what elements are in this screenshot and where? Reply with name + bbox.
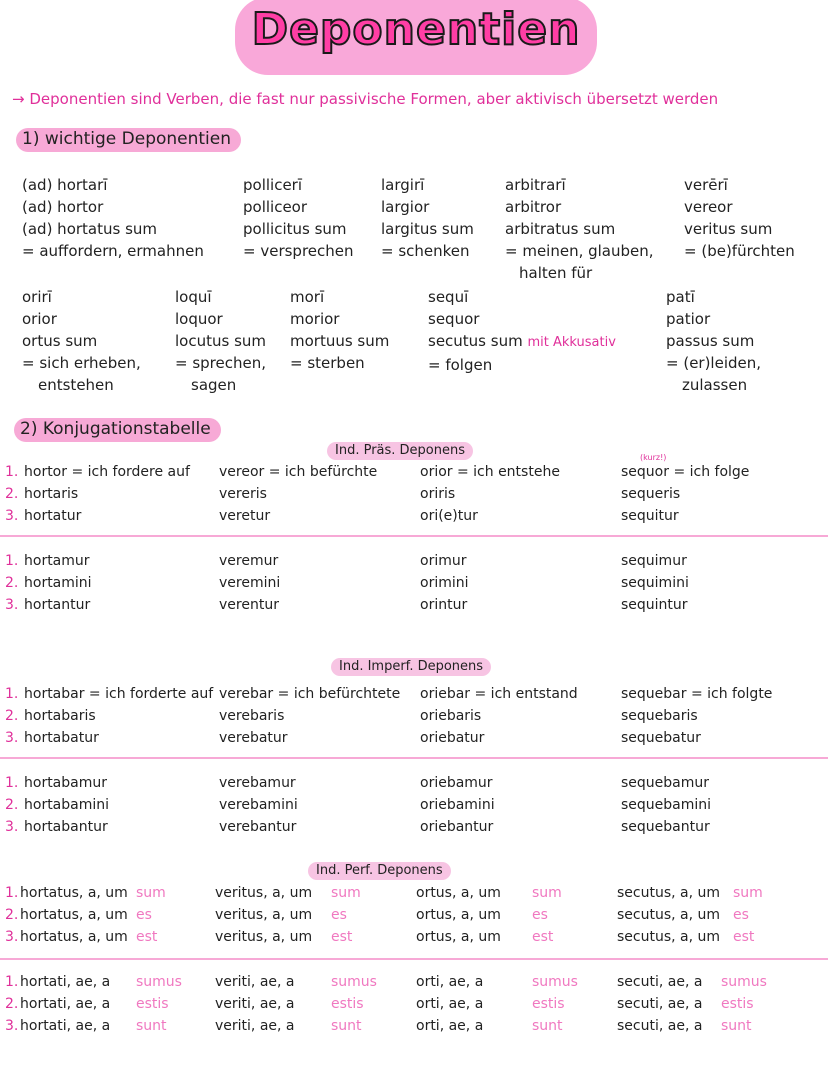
verb-entry [175, 286, 266, 396]
perf-form-orior: orti, ae, a [416, 1018, 484, 1034]
verb-entry [22, 174, 204, 262]
perf-aux: sunt [532, 1018, 563, 1034]
perf-form-sequor: secuti, ae, a [617, 1018, 703, 1034]
verb-form-l4: = (er)leiden, [666, 354, 762, 372]
person-number: 3. [5, 508, 19, 524]
verb-form-l4: = sprechen, [175, 354, 266, 372]
perf-form-vereor: veriti, ae, a [215, 1018, 295, 1034]
person-number: 1. [5, 974, 19, 990]
conj-form-sequor: sequebamur [621, 775, 710, 791]
perf-aux: sum [136, 885, 166, 901]
conj-form-orior: orimini [420, 575, 469, 591]
verb-form-l4: = sterben [290, 354, 365, 372]
conj-form-sequor: sequintur [621, 597, 688, 613]
conj-form-orior: oriebaris [420, 708, 482, 724]
conj-form-hortor: hortabamini [24, 797, 110, 813]
conj-form-sequor: sequimur [621, 553, 687, 569]
person-number: 3. [5, 730, 19, 746]
verb-form-l1: sequī [428, 288, 469, 306]
conj-form-orior: oriebamini [420, 797, 495, 813]
kurz-note: (kurz!) [640, 453, 667, 462]
conj-form-vereor: veremur [219, 553, 279, 569]
verb-form-l5: zulassen [682, 376, 748, 394]
perf-form-hortor: hortati, ae, a [20, 996, 111, 1012]
verb-form-l1: patī [666, 288, 695, 306]
perf-aux: es [331, 907, 347, 923]
verb-entry [22, 286, 141, 396]
verb-form-l4: = auffordern, ermahnen [22, 242, 204, 260]
conj-form-hortor: hortantur [24, 597, 91, 613]
person-number: 1. [5, 775, 19, 791]
perf-aux: estis [136, 996, 169, 1012]
perf-form-orior: ortus, a, um [416, 929, 501, 945]
conj-form-orior: ori(e)tur [420, 508, 478, 524]
verb-form-l2: arbitror [505, 198, 562, 216]
conj-form-vereor: vereris [219, 486, 267, 502]
verb-form-l2: morior [290, 310, 340, 328]
verb-form-l1: pollicerī [243, 176, 303, 194]
perf-aux: est [136, 929, 158, 945]
intro-text: Deponentien sind Verben, die fast nur passivische Formen, aber aktivisch übersetzt werden [29, 90, 719, 108]
page-title: Deponentien [251, 4, 581, 55]
conj-form-vereor: verebamini [219, 797, 298, 813]
person-number: 1. [5, 885, 19, 901]
perf-aux: estis [721, 996, 754, 1012]
perf-aux: estis [331, 996, 364, 1012]
section-heading-2: 2) Konjugationstabelle [14, 418, 221, 442]
verb-form-l1: loquī [175, 288, 212, 306]
conj-form-hortor: hortabamur [24, 775, 107, 791]
person-number: 3. [5, 819, 19, 835]
divider [0, 757, 828, 759]
perf-aux: es [733, 907, 749, 923]
perf-form-sequor: secutus, a, um [617, 885, 721, 901]
perf-form-vereor: veriti, ae, a [215, 974, 295, 990]
verb-form-l4: = (be)fürchten [684, 242, 795, 260]
conj-form-hortor: hortatur [24, 508, 82, 524]
verb-form-l3: passus sum [666, 332, 755, 350]
perf-form-hortor: hortatus, a, um [20, 885, 128, 901]
perf-aux: sum [733, 885, 763, 901]
perf-aux: est [331, 929, 353, 945]
conj-form-sequor: sequebaris [621, 708, 698, 724]
perf-form-sequor: secuti, ae, a [617, 996, 703, 1012]
conj-form-vereor: verebaris [219, 708, 285, 724]
perfekt-header: Ind. Perf. Deponens [308, 862, 451, 880]
verb-entry [505, 174, 654, 284]
perf-aux: sum [532, 885, 562, 901]
verb-form-l2: largior [381, 198, 430, 216]
conj-form-vereor: veretur [219, 508, 271, 524]
person-number: 2. [5, 575, 19, 591]
person-number: 2. [5, 486, 19, 502]
intro-line [12, 90, 718, 108]
verb-form-l3 [428, 330, 616, 354]
verb-form-l3: veritus sum [684, 220, 773, 238]
conj-form-sequor: sequebamini [621, 797, 712, 813]
perf-form-vereor: veritus, a, um [215, 907, 313, 923]
person-number: 2. [5, 907, 19, 923]
verb-form-l5: sagen [191, 376, 237, 394]
verb-form-l3: largitus sum [381, 220, 474, 238]
verb-form-l2: (ad) hortor [22, 198, 104, 216]
conj-form-orior: orimur [420, 553, 467, 569]
conj-form-vereor: veremini [219, 575, 281, 591]
verb-form-l3: (ad) hortatus sum [22, 220, 158, 238]
perf-form-orior: ortus, a, um [416, 885, 501, 901]
conj-form-sequor: sequebar = ich folgte [621, 686, 773, 702]
perf-form-sequor: secutus, a, um [617, 907, 721, 923]
section-heading-1: 1) wichtige Deponentien [16, 128, 241, 152]
conj-form-orior: oriebar = ich entstand [420, 686, 578, 702]
conj-form-sequor: sequimini [621, 575, 689, 591]
verb-form-l5: entstehen [38, 376, 114, 394]
perf-form-orior: orti, ae, a [416, 974, 484, 990]
verb-form-l5: halten für [519, 264, 593, 282]
perf-aux: est [532, 929, 554, 945]
conj-form-hortor: hortabar = ich forderte auf [24, 686, 214, 702]
perf-form-hortor: hortatus, a, um [20, 907, 128, 923]
verb-form-l1: (ad) hortarī [22, 176, 108, 194]
imperfekt-header: Ind. Imperf. Deponens [331, 658, 491, 676]
verb-entry [381, 174, 474, 262]
perf-form-hortor: hortati, ae, a [20, 974, 111, 990]
perf-aux: es [136, 907, 152, 923]
conj-form-hortor: hortaris [24, 486, 79, 502]
person-number: 1. [5, 464, 19, 480]
conj-form-orior: oriebatur [420, 730, 485, 746]
conj-form-orior: oriris [420, 486, 456, 502]
conj-form-vereor: verebantur [219, 819, 297, 835]
verb-form-l1: arbitrarī [505, 176, 566, 194]
conj-form-hortor: hortabatur [24, 730, 99, 746]
verb-perfect: secutus sum [428, 332, 523, 350]
person-number: 2. [5, 708, 19, 724]
conj-form-hortor: hortamur [24, 553, 90, 569]
person-number: 3. [5, 929, 19, 945]
conj-form-sequor: sequebatur [621, 730, 701, 746]
verb-form-l4: = schenken [381, 242, 470, 260]
conj-form-vereor: verebamur [219, 775, 296, 791]
perf-form-sequor: secuti, ae, a [617, 974, 703, 990]
person-number: 3. [5, 1018, 19, 1034]
conj-form-hortor: hortabantur [24, 819, 108, 835]
verb-form-l3: mortuus sum [290, 332, 390, 350]
conj-form-orior: oriebantur [420, 819, 494, 835]
conj-form-vereor: vereor = ich befürchte [219, 464, 378, 480]
verb-form-l2: polliceor [243, 198, 308, 216]
verb-form-l4: = sich erheben, [22, 354, 141, 372]
person-number: 2. [5, 996, 19, 1012]
perf-aux: sunt [136, 1018, 167, 1034]
perf-aux: est [733, 929, 755, 945]
conj-form-vereor: verentur [219, 597, 279, 613]
conj-form-orior: orintur [420, 597, 468, 613]
perf-aux: sumus [532, 974, 578, 990]
verb-form-l3: ortus sum [22, 332, 98, 350]
conj-form-sequor: sequeris [621, 486, 681, 502]
person-number: 1. [5, 686, 19, 702]
verb-form-l2: sequor [428, 310, 480, 328]
perf-aux: sunt [721, 1018, 752, 1034]
perf-aux: estis [532, 996, 565, 1012]
verb-entry [428, 286, 616, 376]
verb-form-l3: pollicitus sum [243, 220, 347, 238]
perf-form-vereor: veriti, ae, a [215, 996, 295, 1012]
verb-form-l2: patior [666, 310, 711, 328]
conj-form-sequor: sequor = ich folge [621, 464, 750, 480]
verb-form-l3: locutus sum [175, 332, 267, 350]
perf-form-hortor: hortatus, a, um [20, 929, 128, 945]
perf-aux: sum [331, 885, 361, 901]
perf-aux: sunt [331, 1018, 362, 1034]
verb-form-l1: verērī [684, 176, 728, 194]
verb-entry [243, 174, 354, 262]
verb-note: mit Akkusativ [527, 335, 616, 350]
conj-form-sequor: sequebantur [621, 819, 710, 835]
verb-form-l4: = folgen [428, 356, 493, 374]
perf-aux: sumus [721, 974, 767, 990]
verb-form-l2: orior [22, 310, 57, 328]
conj-form-orior: oriebamur [420, 775, 493, 791]
perf-aux: es [532, 907, 548, 923]
divider [0, 535, 828, 537]
conj-form-hortor: hortor = ich fordere auf [24, 464, 190, 480]
verb-form-l1: morī [290, 288, 325, 306]
person-number: 2. [5, 797, 19, 813]
conj-form-vereor: verebar = ich befürchtete [219, 686, 401, 702]
conj-form-hortor: hortabaris [24, 708, 96, 724]
perf-form-vereor: veritus, a, um [215, 929, 313, 945]
verb-form-l4: = meinen, glauben, [505, 242, 654, 260]
verb-form-l2: loquor [175, 310, 223, 328]
perf-aux: sumus [136, 974, 182, 990]
arrow-icon: → [12, 90, 25, 108]
perf-form-orior: ortus, a, um [416, 907, 501, 923]
conj-form-vereor: verebatur [219, 730, 288, 746]
perf-form-orior: orti, ae, a [416, 996, 484, 1012]
divider [0, 958, 828, 960]
person-number: 3. [5, 597, 19, 613]
perf-form-vereor: veritus, a, um [215, 885, 313, 901]
verb-entry [290, 286, 389, 374]
perf-form-sequor: secutus, a, um [617, 929, 721, 945]
verb-form-l1: largirī [381, 176, 425, 194]
perf-form-hortor: hortati, ae, a [20, 1018, 111, 1034]
conj-form-hortor: hortamini [24, 575, 92, 591]
verb-entry [684, 174, 795, 262]
person-number: 1. [5, 553, 19, 569]
perf-aux: sumus [331, 974, 377, 990]
verb-form-l3: arbitratus sum [505, 220, 616, 238]
verb-form-l1: orirī [22, 288, 52, 306]
conj-form-sequor: sequitur [621, 508, 679, 524]
conj-form-orior: orior = ich entstehe [420, 464, 560, 480]
verb-form-l4: = versprechen [243, 242, 354, 260]
verb-form-l2: vereor [684, 198, 733, 216]
praesens-header: Ind. Präs. Deponens [327, 442, 473, 460]
verb-entry [666, 286, 761, 396]
